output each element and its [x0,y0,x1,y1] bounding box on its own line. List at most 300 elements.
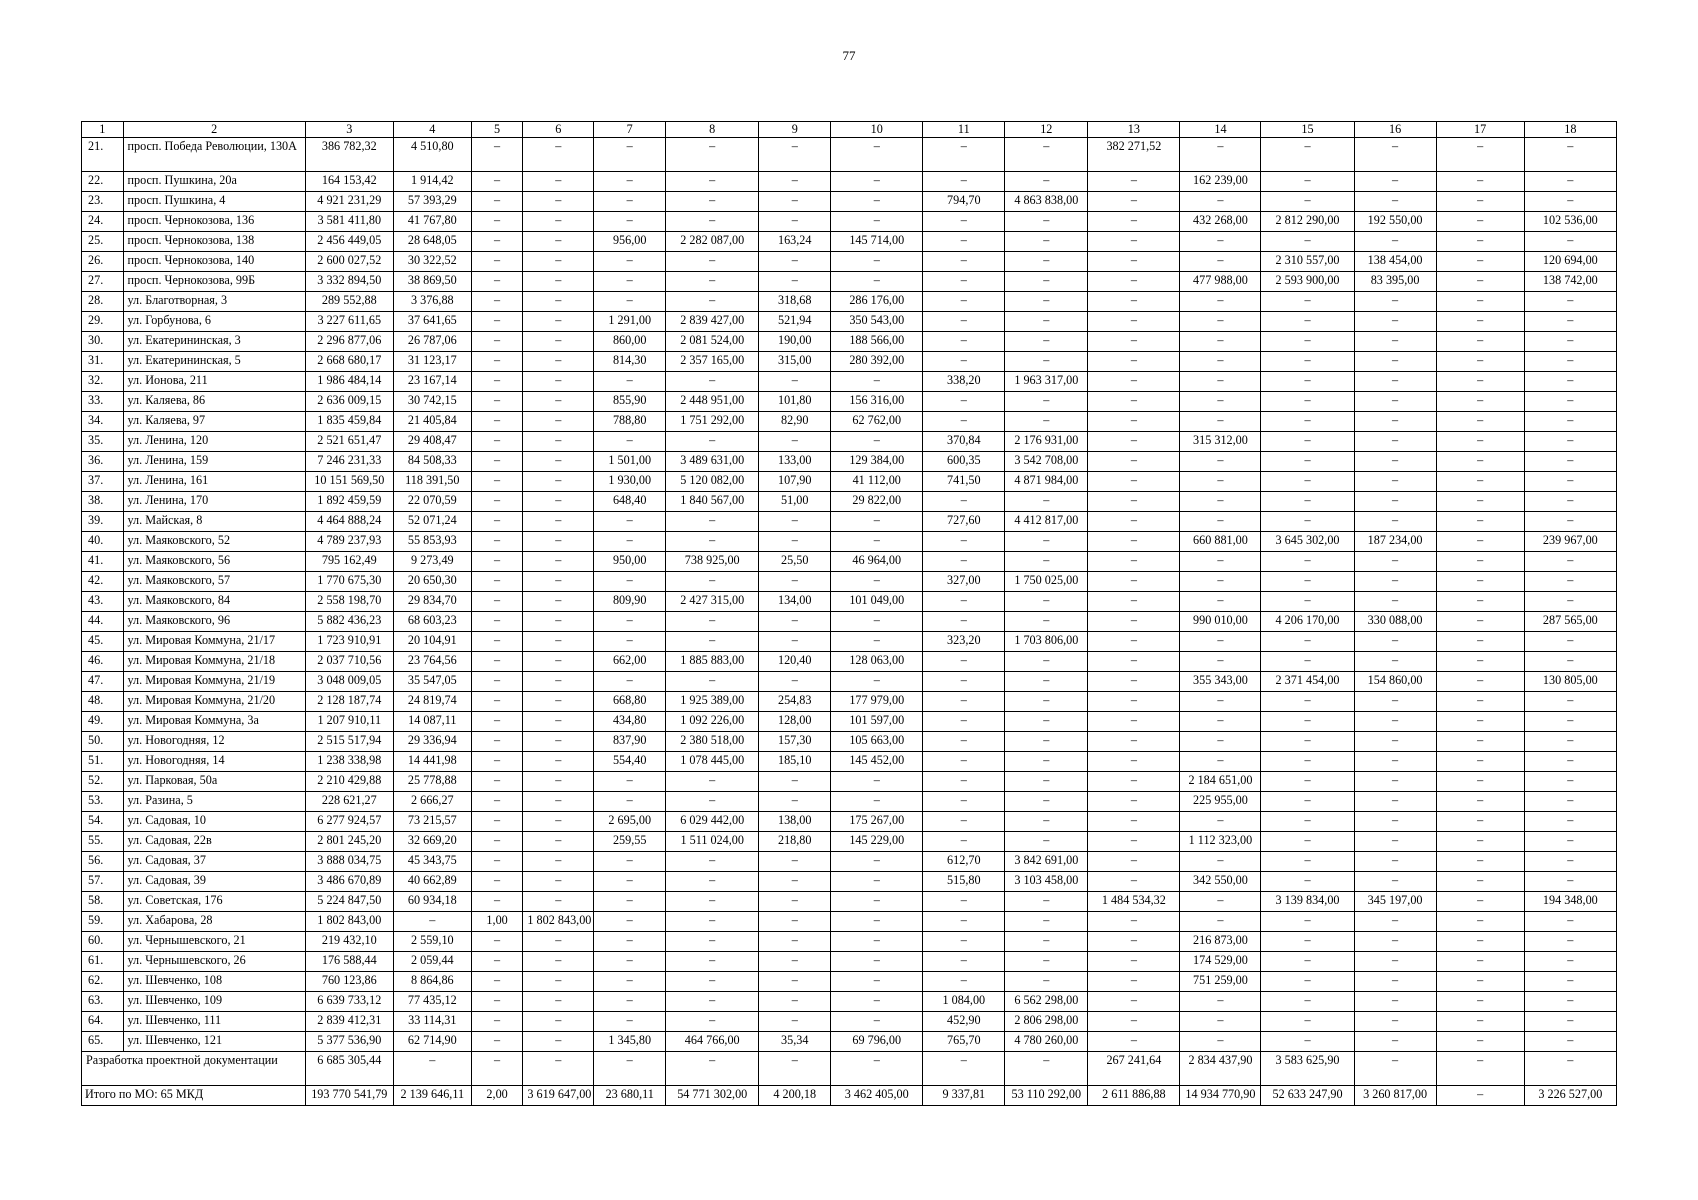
value-cell: – [594,1012,666,1032]
value-cell: – [1524,292,1616,312]
value-cell: – [1005,952,1088,972]
value-cell: 4 863 838,00 [1005,192,1088,212]
value-cell: – [1354,372,1436,392]
value-cell: – [1088,432,1180,452]
value-cell: – [923,652,1005,672]
value-cell: – [1261,732,1354,752]
table-row [82,992,1617,1012]
value-cell: 130 805,00 [1524,672,1616,692]
address-cell: ул. Новогодняя, 12 [123,732,305,752]
value-cell: – [1088,532,1180,552]
value-cell: – [831,172,923,192]
value-cell: – [1524,172,1616,192]
value-cell: – [923,712,1005,732]
value-cell: – [1354,972,1436,992]
value-cell: – [923,412,1005,432]
value-cell: 164 153,42 [305,172,393,192]
value-cell: 990 010,00 [1180,612,1261,632]
value-cell: – [523,512,594,532]
value-cell: 4 780 260,00 [1005,1032,1088,1052]
row-number: 56. [82,852,124,872]
row-number: 62. [82,972,124,992]
value-cell: 3 486 670,89 [305,872,393,892]
value-cell: – [666,852,759,872]
row-number: 64. [82,1012,124,1032]
value-cell: 2 456 449,05 [305,232,393,252]
value-cell: – [666,972,759,992]
value-cell: – [471,812,523,832]
value-cell: – [1354,1032,1436,1052]
table-row [82,138,1617,172]
value-cell: – [1354,632,1436,652]
value-cell: 120 694,00 [1524,252,1616,272]
value-cell: 31 123,17 [393,352,471,372]
header-cell: 11 [923,122,1005,138]
value-cell: – [831,192,923,212]
value-cell: – [1180,732,1261,752]
value-cell: 188 566,00 [831,332,923,352]
value-cell: – [1005,972,1088,992]
value-cell: – [1005,772,1088,792]
value-cell: – [594,932,666,952]
design-row [82,1052,1617,1086]
address-cell: ул. Екатерининская, 5 [123,352,305,372]
address-cell: просп. Чернокозова, 136 [123,212,305,232]
address-cell: просп. Чернокозова, 140 [123,252,305,272]
value-cell: 4 871 984,00 [1005,472,1088,492]
value-cell: – [1005,252,1088,272]
address-cell: ул. Ленина, 161 [123,472,305,492]
value-cell: – [666,912,759,932]
value-cell: – [471,332,523,352]
address-cell: ул. Мировая Коммуна, 21/19 [123,672,305,692]
row-number: 57. [82,872,124,892]
value-cell: 2 812 290,00 [1261,212,1354,232]
value-cell: 20 104,91 [393,632,471,652]
value-cell: – [759,912,831,932]
value-cell: – [666,252,759,272]
value-cell: – [923,912,1005,932]
value-cell: 2 282 087,00 [666,232,759,252]
value-cell: – [666,212,759,232]
value-cell: – [1180,292,1261,312]
row-number: 40. [82,532,124,552]
value-cell: – [393,912,471,932]
value-cell: 26 787,06 [393,332,471,352]
value-cell: 6 639 733,12 [305,992,393,1012]
header-cell: 12 [1005,122,1088,138]
value-cell: – [1005,1052,1088,1086]
value-cell: – [923,232,1005,252]
value-cell: – [831,792,923,812]
value-cell: – [1354,412,1436,432]
value-cell: 3 619 647,00 [523,1086,594,1106]
value-cell: – [1261,692,1354,712]
value-cell: – [1261,432,1354,452]
value-cell: – [666,892,759,912]
header-cell: 15 [1261,122,1354,138]
value-cell: – [759,632,831,652]
value-cell: – [1436,752,1524,772]
address-cell: просп. Пушкина, 20а [123,172,305,192]
value-cell: 1 092 226,00 [666,712,759,732]
value-cell: – [1005,412,1088,432]
value-cell: 102 536,00 [1524,212,1616,232]
value-cell: 432 268,00 [1180,212,1261,232]
value-cell: 4 464 888,24 [305,512,393,532]
table-row [82,1012,1617,1032]
value-cell: – [923,138,1005,172]
value-cell: – [1261,832,1354,852]
value-cell: – [1005,892,1088,912]
value-cell: 1 914,42 [393,172,471,192]
value-cell: 950,00 [594,552,666,572]
value-cell: 193 770 541,79 [305,1086,393,1106]
table-row [82,492,1617,512]
value-cell: 727,60 [923,512,1005,532]
value-cell: – [471,512,523,532]
value-cell: 2 839 427,00 [666,312,759,332]
value-cell: – [1524,652,1616,672]
value-cell: – [471,452,523,472]
value-cell: 177 979,00 [831,692,923,712]
value-cell: – [1524,372,1616,392]
row-number: 63. [82,992,124,1012]
value-cell: – [759,252,831,272]
value-cell: – [1261,632,1354,652]
value-cell: – [594,872,666,892]
row-number: 46. [82,652,124,672]
table-row [82,972,1617,992]
value-cell: 10 151 569,50 [305,472,393,492]
value-cell: – [831,672,923,692]
value-cell: – [471,992,523,1012]
value-cell: – [923,332,1005,352]
value-cell: – [523,472,594,492]
table-row [82,252,1617,272]
value-cell: – [1354,552,1436,572]
value-cell: 157,30 [759,732,831,752]
value-cell: 145 714,00 [831,232,923,252]
value-cell: – [594,572,666,592]
value-cell: 176 588,44 [305,952,393,972]
value-cell: 452,90 [923,1012,1005,1032]
value-cell: – [1524,752,1616,772]
value-cell: – [1436,712,1524,732]
value-cell: – [1180,912,1261,932]
value-cell: – [471,392,523,412]
value-cell: 837,90 [594,732,666,752]
value-cell: 68 603,23 [393,612,471,632]
value-cell: – [759,432,831,452]
value-cell: 120,40 [759,652,831,672]
value-cell: – [1180,992,1261,1012]
value-cell: – [1354,1052,1436,1086]
value-cell: – [1180,252,1261,272]
value-cell: 6 562 298,00 [1005,992,1088,1012]
address-cell: ул. Екатерининская, 3 [123,332,305,352]
value-cell: – [1354,138,1436,172]
value-cell: 20 650,30 [393,572,471,592]
value-cell: – [1354,592,1436,612]
table-row [82,832,1617,852]
address-cell: ул. Советская, 176 [123,892,305,912]
value-cell: 192 550,00 [1354,212,1436,232]
value-cell: – [666,772,759,792]
table-row [82,1032,1617,1052]
value-cell: 254,83 [759,692,831,712]
value-cell: 1 511 024,00 [666,832,759,852]
header-cell: 5 [471,122,523,138]
value-cell: – [1436,372,1524,392]
value-cell: 286 176,00 [831,292,923,312]
value-cell: 21 405,84 [393,412,471,432]
value-cell: – [523,832,594,852]
value-cell: – [1436,138,1524,172]
value-cell: 25 778,88 [393,772,471,792]
value-cell: – [471,252,523,272]
value-cell: 62 714,90 [393,1032,471,1052]
value-cell: – [1180,492,1261,512]
value-cell: – [1261,912,1354,932]
value-cell: – [471,212,523,232]
value-cell: – [523,692,594,712]
value-cell: – [471,372,523,392]
value-cell: – [1088,632,1180,652]
table-row [82,752,1617,772]
value-cell: – [1180,352,1261,372]
value-cell: – [1436,452,1524,472]
value-cell: – [1524,872,1616,892]
value-cell: 3 332 894,50 [305,272,393,292]
value-cell: – [1088,232,1180,252]
value-cell: – [759,1012,831,1032]
row-number: 43. [82,592,124,612]
value-cell: – [594,852,666,872]
address-cell: просп. Победа Революции, 130А [123,138,305,172]
value-cell: – [594,912,666,932]
value-cell: – [594,432,666,452]
value-cell: – [1436,772,1524,792]
table-row [82,552,1617,572]
value-cell: 45 343,75 [393,852,471,872]
value-cell: – [594,992,666,1012]
value-cell: – [923,752,1005,772]
value-cell: 175 267,00 [831,812,923,832]
value-cell: – [1088,172,1180,192]
value-cell: – [831,1012,923,1032]
value-cell: – [1088,512,1180,532]
value-cell: – [923,772,1005,792]
value-cell: – [1180,372,1261,392]
value-cell: – [523,732,594,752]
value-cell: – [1088,852,1180,872]
value-cell: 216 873,00 [1180,932,1261,952]
value-cell: – [523,632,594,652]
value-cell: 648,40 [594,492,666,512]
value-cell: – [1354,952,1436,972]
value-cell: – [923,972,1005,992]
value-cell: – [1436,492,1524,512]
value-cell: – [1180,392,1261,412]
value-cell: – [831,632,923,652]
value-cell: 259,55 [594,832,666,852]
value-cell: – [1524,772,1616,792]
value-cell: – [1524,732,1616,752]
address-cell: просп. Чернокозова, 99Б [123,272,305,292]
value-cell: – [1180,192,1261,212]
value-cell: 1 835 459,84 [305,412,393,432]
value-cell: 287 565,00 [1524,612,1616,632]
value-cell: – [471,292,523,312]
row-number: 47. [82,672,124,692]
value-cell: – [1088,472,1180,492]
value-cell: 57 393,29 [393,192,471,212]
value-cell: – [1005,832,1088,852]
value-cell: – [1180,712,1261,732]
address-cell: ул. Садовая, 37 [123,852,305,872]
value-cell: – [1088,372,1180,392]
header-row [82,122,1617,138]
value-cell: – [666,272,759,292]
value-cell: – [1436,992,1524,1012]
value-cell: – [471,552,523,572]
row-number: 37. [82,472,124,492]
value-cell: – [923,312,1005,332]
value-cell: – [471,232,523,252]
value-cell: – [594,1052,666,1086]
value-cell: 342 550,00 [1180,872,1261,892]
table-row [82,952,1617,972]
table-row [82,652,1617,672]
value-cell: – [471,972,523,992]
value-cell: – [594,532,666,552]
value-cell: – [1261,572,1354,592]
header-cell: 6 [523,122,594,138]
row-number: 39. [82,512,124,532]
value-cell: – [1005,932,1088,952]
value-cell: – [1261,372,1354,392]
value-cell: – [831,572,923,592]
value-cell: 3 103 458,00 [1005,872,1088,892]
value-cell: 464 766,00 [666,1032,759,1052]
value-cell: – [666,432,759,452]
value-cell: – [523,992,594,1012]
value-cell: – [1436,192,1524,212]
value-cell: 23 764,56 [393,652,471,672]
address-cell: ул. Чернышевского, 21 [123,932,305,952]
value-cell: – [759,1052,831,1086]
value-cell: – [1088,312,1180,332]
header-cell: 2 [123,122,305,138]
address-cell: ул. Мировая Коммуна, 21/17 [123,632,305,652]
value-cell: – [1436,812,1524,832]
value-cell: 2 593 900,00 [1261,272,1354,292]
value-cell: – [471,692,523,712]
value-cell: 2 668 680,17 [305,352,393,372]
value-cell: 382 271,52 [1088,138,1180,172]
value-cell: – [1524,972,1616,992]
value-cell: – [523,372,594,392]
value-cell: – [471,772,523,792]
address-cell: ул. Маяковского, 96 [123,612,305,632]
value-cell: 30 322,52 [393,252,471,272]
value-cell: 370,84 [923,432,1005,452]
value-cell: – [1261,652,1354,672]
value-cell: – [594,292,666,312]
value-cell: – [471,192,523,212]
row-number: 31. [82,352,124,372]
table-row [82,232,1617,252]
value-cell: 4 200,18 [759,1086,831,1106]
value-cell: – [471,852,523,872]
table-row [82,812,1617,832]
value-cell: 162 239,00 [1180,172,1261,192]
row-number: 36. [82,452,124,472]
value-cell: – [1524,512,1616,532]
value-cell: – [471,1012,523,1032]
value-cell: – [471,792,523,812]
value-cell: – [471,312,523,332]
value-cell: – [923,492,1005,512]
value-cell: – [1261,472,1354,492]
value-cell: – [471,752,523,772]
value-cell: 760 123,86 [305,972,393,992]
value-cell: – [1524,392,1616,412]
value-cell: – [831,212,923,232]
row-number: 22. [82,172,124,192]
value-cell: 23 680,11 [594,1086,666,1106]
value-cell: – [1261,292,1354,312]
value-cell: – [1354,292,1436,312]
value-cell: – [1088,752,1180,772]
value-cell: 37 641,65 [393,312,471,332]
value-cell: – [1354,432,1436,452]
value-cell: 289 552,88 [305,292,393,312]
value-cell: – [1261,172,1354,192]
value-cell: – [831,512,923,532]
value-cell: – [594,372,666,392]
value-cell: – [1524,232,1616,252]
value-cell: 22 070,59 [393,492,471,512]
value-cell: – [523,792,594,812]
value-cell: – [1005,732,1088,752]
table-row [82,712,1617,732]
value-cell: – [1524,432,1616,452]
value-cell: – [1005,138,1088,172]
value-cell: 69 796,00 [831,1032,923,1052]
address-cell: ул. Ленина, 159 [123,452,305,472]
address-cell: ул. Ионова, 211 [123,372,305,392]
row-number: 50. [82,732,124,752]
value-cell: – [1261,992,1354,1012]
row-number: 34. [82,412,124,432]
value-cell: 25,50 [759,552,831,572]
value-cell: – [594,512,666,532]
value-cell: – [923,672,1005,692]
address-cell: ул. Мировая Коммуна, 21/18 [123,652,305,672]
table-row [82,532,1617,552]
value-cell: – [1180,1032,1261,1052]
value-cell: 956,00 [594,232,666,252]
value-cell: – [831,912,923,932]
value-cell: – [1354,452,1436,472]
value-cell: 315,00 [759,352,831,372]
value-cell: – [523,612,594,632]
value-cell: – [523,892,594,912]
value-cell: – [1354,332,1436,352]
value-cell: 1 238 338,98 [305,752,393,772]
